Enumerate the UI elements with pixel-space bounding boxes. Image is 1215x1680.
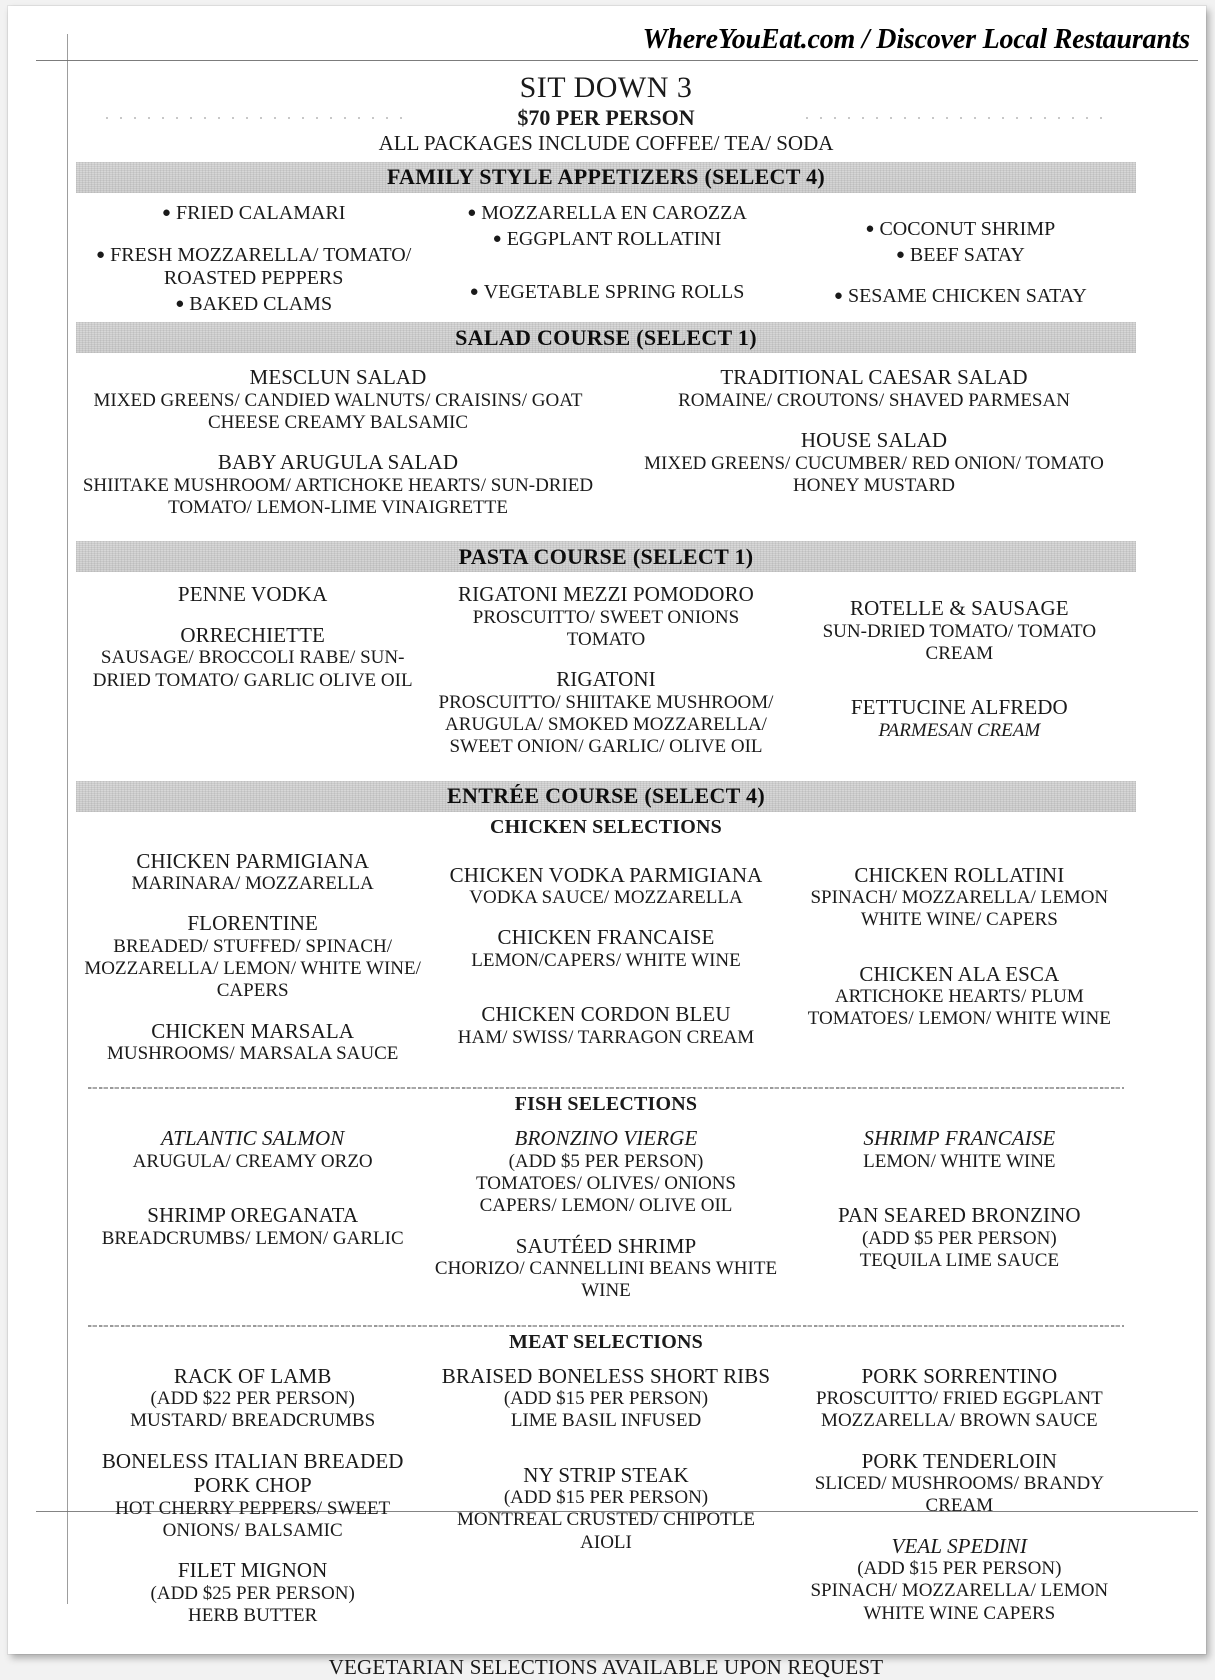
dish (787, 962, 1132, 1031)
dish-description: SLICED/ MUSHROOMS/ BRANDY CREAM (814, 1473, 1104, 1517)
dish-name: CHICKEN PARMIGIANA (136, 848, 369, 873)
dish-description: BREADED/ STUFFED/ SPINACH/ MOZZARELLA/ LEMON/ WHITE WINE/ CAPERS (84, 935, 421, 1002)
bullet-icon: ● (492, 230, 502, 247)
dish (433, 667, 778, 758)
dish-name: FETTUCINE ALFREDO (850, 695, 1068, 720)
dish-description: CHORIZO/ CANNELLINI BEANS WHITE WINE (434, 1258, 778, 1302)
list-item (787, 285, 1132, 309)
dish-description: (ADD $22 PER PERSON) MUSTARD/ BREADCRUMBS (130, 1388, 376, 1432)
banner-label: SALAD COURSE (SELECT 1) (455, 324, 757, 350)
dish-description: ARTICHOKE HEARTS/ PLUM TOMATOES/ LEMON/ WHITE WINE (807, 986, 1111, 1030)
dish-name: FILET MIGNON (177, 1558, 328, 1583)
dish (433, 1463, 778, 1554)
chicken-columns (76, 849, 1136, 1082)
dish (80, 1126, 425, 1173)
dish-name: BRONZINO VIERGE (514, 1126, 698, 1151)
bullet-icon: ● (467, 204, 477, 221)
dish-description: VODKA SAUCE/ MOZZARELLA (469, 887, 743, 909)
section-divider (88, 1087, 1124, 1089)
list-item-label: FRESH MOZZARELLA/ TOMATO/ ROASTED PEPPERS (110, 243, 412, 290)
dish-description: HOT CHERRY PEPPERS/ SWEET ONIONS/ BALSAMIC (115, 1497, 391, 1541)
bullet-icon: ● (175, 295, 185, 312)
banner-label: FAMILY STYLE APPETIZERS (SELECT 4) (386, 164, 826, 190)
dish (433, 863, 778, 910)
bullet-icon: ● (469, 284, 479, 301)
dish-name: FLORENTINE (187, 911, 318, 936)
dish-name: ATLANTIC SALMON (160, 1126, 345, 1151)
list-item (433, 202, 778, 226)
list-item (80, 244, 425, 291)
dish-name: CHICKEN ROLLATINI (854, 862, 1065, 887)
list-item (433, 228, 778, 252)
price-value: $70 PER PERSON (511, 105, 700, 130)
banner-label: ENTRÉE COURSE (SELECT 4) (447, 783, 765, 809)
dish (787, 1126, 1132, 1173)
dish (80, 365, 596, 434)
bullet-icon: ● (895, 246, 905, 263)
dish (80, 1449, 425, 1543)
dish-description: PARMESAN CREAM (878, 719, 1041, 741)
dish-description: MIXED GREENS/ CUCUMBER/ RED ONION/ TOMATO HONEY MUSTARD (644, 452, 1104, 496)
salad-column-1 (80, 365, 596, 535)
dish-description: MIXED GREENS/ CANDIED WALNUTS/ CRAISINS/ GOAT CHEESE CREAMY BALSAMIC (93, 389, 583, 434)
dish-description: HAM/ SWISS/ TARRAGON CREAM (457, 1026, 755, 1048)
pasta-column-2 (433, 582, 778, 774)
subsection-heading-chicken: CHICKEN SELECTIONS (490, 815, 722, 838)
dish-description: MARINARA/ MOZZARELLA (131, 873, 374, 895)
dish-description: SUN-DRIED TOMATO/ TOMATO CREAM (822, 620, 1097, 665)
list-item-label: BEEF SATAY (909, 243, 1025, 266)
dish (80, 623, 425, 692)
dish (80, 450, 596, 519)
bullet-icon: ● (96, 246, 106, 263)
list-item-label: COCONUT SHRIMP (879, 217, 1056, 240)
dish-name: SAUTÉED SHRIMP (515, 1233, 697, 1258)
dish-name: MESCLUN SALAD (249, 365, 427, 390)
site-branding: WhereYouEat.com / Discover Local Restaurants (642, 24, 1190, 55)
dish-description: BREADCRUMBS/ LEMON/ GARLIC (101, 1227, 404, 1249)
dish (80, 911, 425, 1002)
dish (433, 1234, 778, 1303)
dish (433, 925, 778, 972)
dish-name: BONELESS ITALIAN BREADED PORK CHOP (101, 1448, 404, 1498)
list-item (787, 218, 1132, 242)
chicken-column-3 (787, 849, 1132, 1082)
page-title: SIT DOWN 3 (519, 71, 693, 104)
dish (80, 1558, 425, 1627)
dish-name: PORK TENDERLOIN (861, 1448, 1058, 1473)
salad-columns (76, 365, 1136, 535)
menu-content (76, 64, 1136, 1680)
appetizers-column-1 (80, 202, 425, 316)
dish-description: PROSCUITTO/ SHIITAKE MUSHROOM/ ARUGULA/ SMOKED MOZZARELLA/ SWEET ONION/ GARLIC/ OLIVE OIL (438, 691, 774, 758)
dish (616, 365, 1132, 412)
dish (787, 1449, 1132, 1518)
meat-column-3 (787, 1364, 1132, 1644)
dish-name: PENNE VODKA (177, 582, 328, 607)
subsection-heading-meat: MEAT SELECTIONS (509, 1330, 703, 1353)
pasta-column-3 (787, 582, 1132, 774)
list-item-label: BAKED CLAMS (189, 292, 333, 315)
dish-name: CHICKEN CORDON BLEU (481, 1002, 731, 1027)
dish (433, 582, 778, 651)
dish-description: (ADD $15 PER PERSON) LIME BASIL INFUSED (503, 1388, 709, 1432)
fish-column-1 (80, 1126, 425, 1318)
section-banner-salad (76, 322, 1136, 353)
dish (787, 1534, 1132, 1625)
dish-name: PAN SEARED BRONZINO (838, 1203, 1081, 1228)
dish-description: (ADD $5 PER PERSON) TEQUILA LIME SAUCE (859, 1227, 1060, 1271)
footer-note: VEGETARIAN SELECTIONS AVAILABLE UPON REQUEST (328, 1655, 884, 1680)
dish-description: ARUGULA/ CREAMY ORZO (132, 1150, 373, 1172)
dish-description: PROSCUITTO/ SWEET ONIONS TOMATO (472, 606, 740, 651)
fish-column-2 (433, 1126, 778, 1318)
section-divider (88, 1325, 1124, 1327)
dish (80, 1019, 425, 1066)
menu-page (8, 6, 1206, 1680)
pasta-columns (76, 582, 1136, 774)
dish-name: TRADITIONAL CAESAR SALAD (720, 365, 1028, 390)
section-banner-pasta (76, 541, 1136, 572)
dish-name: BRAISED BONELESS SHORT RIBS (441, 1363, 771, 1388)
dish (787, 1364, 1132, 1433)
dish-name: ORRECHIETTE (180, 622, 325, 647)
dish (787, 863, 1132, 932)
dish-name: CHICKEN VODKA PARMIGIANA (449, 862, 763, 887)
dish-name: RIGATONI (556, 667, 656, 692)
dish (80, 1364, 425, 1433)
pasta-column-1 (80, 582, 425, 774)
crop-mark-vertical (67, 34, 68, 1604)
appetizers-column-3 (787, 202, 1132, 316)
decorative-dots-right (806, 117, 1106, 119)
dish-name: RIGATONI MEZZI POMODORO (458, 582, 754, 607)
appetizers-columns (76, 202, 1136, 316)
list-item-label: SESAME CHICKEN SATAY (847, 285, 1087, 308)
list-item-label: VEGETABLE SPRING ROLLS (483, 281, 745, 304)
meat-columns (76, 1364, 1136, 1644)
list-item (80, 293, 425, 317)
meat-column-1 (80, 1364, 425, 1644)
dish-name: BABY ARUGULA SALAD (217, 450, 459, 475)
dish (616, 428, 1132, 497)
dish-name: PORK SORRENTINO (861, 1363, 1058, 1388)
dish-description: SHIITAKE MUSHROOM/ ARTICHOKE HEARTS/ SUN-DRIED TOMATO/ LEMON-LIME VINAIGRETTE (82, 474, 594, 519)
dish-description: LEMON/ WHITE WINE (863, 1150, 1056, 1172)
list-item (80, 202, 425, 226)
meat-column-2 (433, 1364, 778, 1644)
dish-description: SAUSAGE/ BROCCOLI RABE/ SUN-DRIED TOMATO/ GARLIC OLIVE OIL (92, 647, 413, 691)
fish-column-3 (787, 1126, 1132, 1318)
bullet-icon: ● (161, 204, 171, 221)
dish-description: LEMON/CAPERS/ WHITE WINE (471, 949, 741, 971)
dish (787, 596, 1132, 665)
subsection-heading-fish: FISH SELECTIONS (514, 1093, 698, 1116)
dish-description: (ADD $25 PER PERSON) HERB BUTTER (150, 1582, 355, 1626)
dish (787, 695, 1132, 742)
banner-label: PASTA COURSE (SELECT 1) (458, 543, 754, 569)
dish-name: VEAL SPEDINI (891, 1533, 1028, 1558)
list-item-label: EGGPLANT ROLLATINI (506, 227, 722, 250)
dish-name: SHRIMP FRANCAISE (863, 1126, 1056, 1151)
includes-note: ALL PACKAGES INCLUDE COFFEE/ TEA/ SODA (378, 130, 834, 155)
appetizers-column-2 (433, 202, 778, 316)
dish-description: PROSCUITTO/ FRIED EGGPLANT MOZZARELLA/ BROWN SAUCE (815, 1388, 1103, 1432)
chicken-column-1 (80, 849, 425, 1082)
dish-description: MUSHROOMS/ MARSALA SAUCE (106, 1043, 399, 1065)
dish-name: CHICKEN ALA ESCA (859, 961, 1060, 986)
dish (787, 1203, 1132, 1272)
dish (433, 1002, 778, 1049)
section-banner-entree (76, 781, 1136, 812)
dish-name: CHICKEN MARSALA (151, 1018, 355, 1043)
dish-name: CHICKEN FRANCAISE (497, 925, 715, 950)
section-banner-appetizers (76, 162, 1136, 193)
price-line (76, 105, 1136, 130)
bullet-icon: ● (865, 220, 875, 237)
crop-mark-horizontal-top (36, 60, 1198, 61)
dish (433, 1364, 778, 1433)
salad-column-2 (616, 365, 1132, 535)
list-item-label: FRIED CALAMARI (175, 201, 346, 224)
bullet-icon: ● (833, 288, 843, 305)
dish-description: (ADD $15 PER PERSON) MONTREAL CRUSTED/ CHIPOTLE AIOLI (456, 1487, 755, 1553)
dish-name: HOUSE SALAD (800, 428, 948, 453)
dish-description: ROMAINE/ CROUTONS/ SHAVED PARMESAN (678, 389, 1070, 411)
dish (433, 1126, 778, 1217)
dish-description: SPINACH/ MOZZARELLA/ LEMON WHITE WINE/ CAPERS (810, 887, 1109, 931)
list-item (433, 281, 778, 305)
dish (80, 1203, 425, 1250)
dish-name: ROTELLE & SAUSAGE (849, 596, 1069, 621)
dish-name: NY STRIP STEAK (523, 1462, 689, 1487)
chicken-column-2 (433, 849, 778, 1082)
fish-columns (76, 1126, 1136, 1318)
dish-description: (ADD $5 PER PERSON) TOMATOES/ OLIVES/ ONIONS CAPERS/ LEMON/ OLIVE OIL (475, 1150, 737, 1217)
dish-description: (ADD $15 PER PERSON) SPINACH/ MOZZARELLA/ LEMON WHITE WINE CAPERS (810, 1558, 1109, 1624)
list-item (787, 244, 1132, 268)
list-item-label: MOZZARELLA EN CAROZZA (481, 201, 747, 224)
dish (80, 849, 425, 896)
decorative-dots-left (106, 117, 406, 119)
dish-name: RACK OF LAMB (173, 1363, 332, 1388)
dish-name: SHRIMP OREGANATA (147, 1203, 359, 1228)
dish (80, 582, 425, 607)
